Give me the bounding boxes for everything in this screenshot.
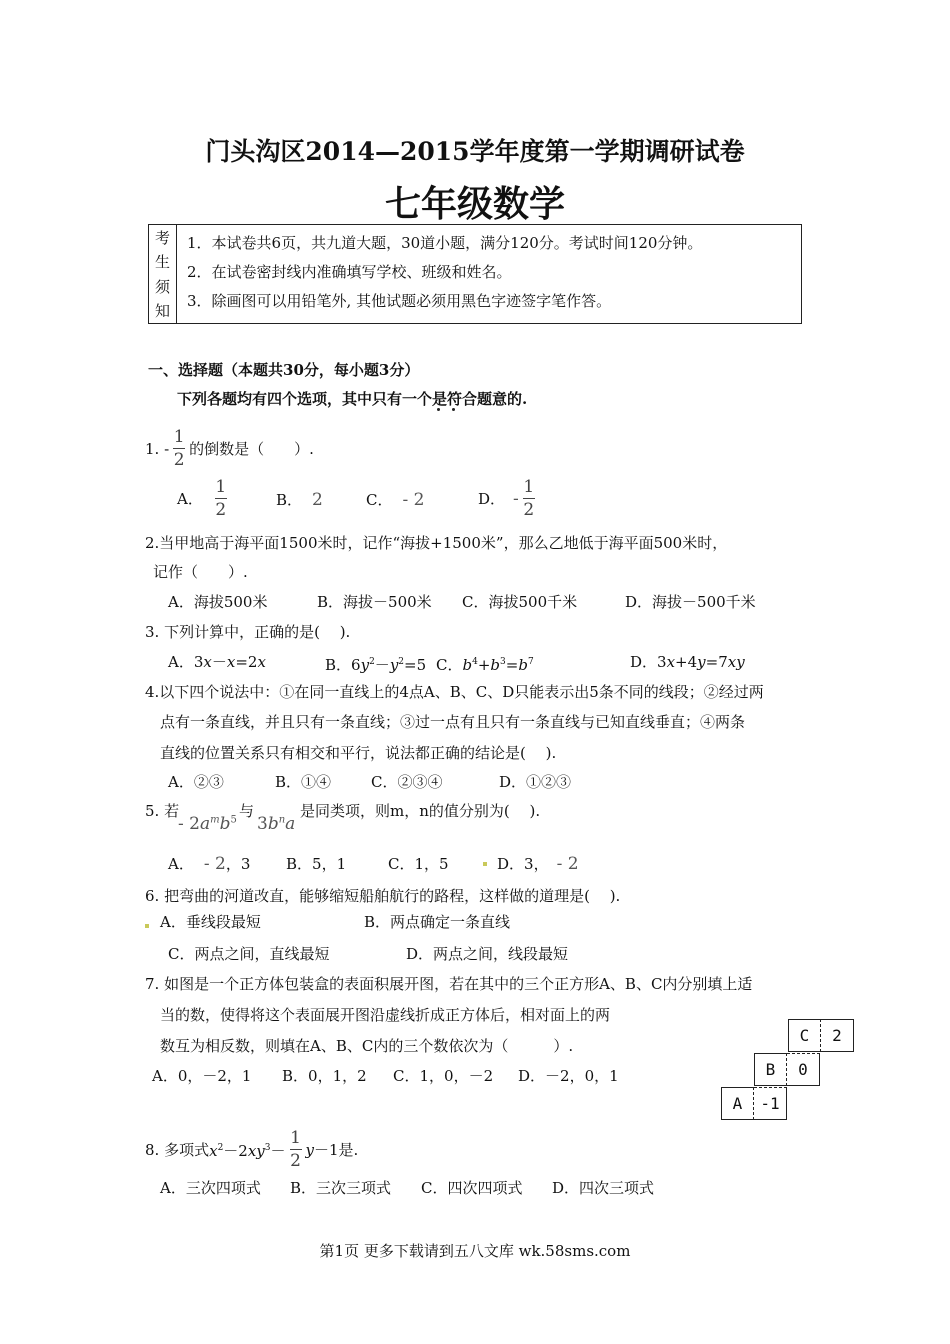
fraction-denominator: 2 — [173, 450, 185, 470]
option-label: D． — [478, 489, 506, 508]
net-label: 0 — [798, 1060, 808, 1079]
q2-line-1: 2.当甲地高于海平面1500米时，记作“海拔+1500米”，那么乙地低于海平面500米时， — [145, 534, 728, 552]
net-cell-a-right — [754, 1087, 787, 1120]
fraction-numerator: 1 — [290, 1128, 301, 1148]
q4-option-a: A．②③ — [168, 773, 224, 791]
exam-subtitle: 七年级数学 — [384, 183, 565, 225]
q5-stem: 是同类项，则m，n的值分别为( ). — [300, 802, 541, 820]
option-expression: 3x－x=2x — [193, 653, 266, 671]
page-footer: 第1页 更多下载请到五八文库 wk.58sms.com — [319, 1242, 631, 1260]
net-label: 2 — [832, 1026, 842, 1045]
notice-label-char: 生 — [154, 253, 170, 272]
q8-option-d: D．四次三项式 — [552, 1179, 655, 1197]
q8-y: y — [305, 1140, 315, 1159]
question-8 — [145, 1128, 358, 1171]
q7-line-3: 数互为相反数，则填在A、B、C内的三个数依次为（ ）. — [160, 1037, 574, 1055]
q5-option-a — [168, 854, 250, 874]
net-cell-b — [754, 1053, 787, 1086]
q8-expression: $x^2-2xy^3-$ — [209, 1142, 286, 1160]
option-sign: - — [513, 488, 519, 509]
q1-d-fraction — [523, 477, 535, 520]
q7-option-d: D．－2，0，1 — [518, 1067, 619, 1085]
q1-option-d — [478, 477, 535, 520]
candidate-notice-box — [148, 224, 802, 324]
fraction-numerator: 1 — [523, 477, 535, 497]
net-cell-c-right — [821, 1019, 854, 1052]
net-cell-a — [721, 1087, 754, 1120]
q1-prefix: 1. - — [145, 439, 170, 458]
q3-stem: 3. 下列计算中，正确的是( ). — [145, 623, 351, 641]
q6-option-d: D．两点之间，线段最短 — [406, 945, 569, 963]
option-label: C． — [366, 491, 393, 509]
q8-option-b: B．三次三项式 — [290, 1179, 392, 1197]
option-tail: ，3 — [225, 855, 251, 873]
q3-option-b — [325, 652, 426, 675]
q5-option-b: B．5，1 — [286, 855, 347, 873]
q4-option-d: D．①②③ — [499, 773, 572, 791]
exam-title: 门头沟区2014—2015学年度第一学期调研试卷 — [205, 137, 745, 166]
q4-line-2: 点有一条直线，并且只有一条直线；③过一点有且只有一条直线与已知直线垂直；④两条 — [160, 713, 746, 731]
notice-lines — [187, 229, 702, 316]
question-1 — [145, 427, 314, 470]
option-label: D． — [630, 653, 658, 671]
emphasis-dot — [437, 408, 440, 411]
q5-term-2: $3b^na$ — [257, 814, 296, 834]
option-value: - 2 — [203, 854, 226, 874]
q1-option-a — [177, 477, 227, 520]
q2-line-2: 记作（ ）. — [153, 563, 248, 581]
net-label: B — [765, 1060, 776, 1079]
q8-option-a: A．三次四项式 — [160, 1179, 261, 1197]
q1-option-c — [366, 490, 424, 510]
q7-line-2: 当的数，使得将这个表面展开图沿虚线折成正方体后，相对面上的两 — [160, 1006, 611, 1024]
net-label: A — [732, 1094, 743, 1113]
notice-line: 2．在试卷密封线内准确填写学校、班级和姓名。 — [187, 263, 512, 281]
q7-option-a: A．0，－2，1 — [152, 1067, 252, 1085]
option-value: 2 — [312, 490, 323, 510]
option-expression: 3x+4y=7xy — [657, 653, 745, 671]
q4-option-b: B．①④ — [275, 773, 332, 791]
q8-tail: －1是. — [314, 1140, 359, 1159]
option-label: A． — [168, 653, 194, 671]
q5-option-d — [497, 854, 579, 874]
option-label: C． — [436, 656, 463, 674]
q1-stem: 的倒数是（ ）. — [189, 439, 314, 458]
fraction-numerator: 1 — [215, 477, 227, 497]
notice-label-char: 考 — [154, 228, 170, 247]
fraction-denominator: 2 — [215, 500, 227, 520]
q6-option-b: B．两点确定一条直线 — [364, 913, 511, 931]
q7-option-b: B．0，1，2 — [282, 1067, 367, 1085]
option-label: B． — [276, 491, 303, 509]
q7-line-1: 7. 如图是一个正方体包装盒的表面积展开图，若在其中的三个正方形A、B、C内分别填上适 — [145, 975, 753, 993]
q5-term-1: - $2a^mb^5$ — [178, 814, 237, 834]
q4-option-c: C．②③④ — [371, 773, 443, 791]
option-expression: $6y^2-y^2=5$ — [351, 656, 427, 674]
net-cell-c — [788, 1019, 821, 1052]
option-label: A． — [168, 855, 194, 873]
q8-fraction — [290, 1128, 302, 1171]
q6-option-a: A．垂线段最短 — [160, 913, 261, 931]
emphasis-dot — [452, 408, 455, 411]
option-label: A． — [177, 489, 203, 508]
option-value: - 2 — [556, 854, 579, 874]
option-label: D．3， — [497, 855, 549, 873]
q4-line-3: 直线的位置关系只有相交和平行，说法都正确的结论是( ). — [160, 744, 557, 762]
q7-option-c: C．1，0，－2 — [393, 1067, 494, 1085]
q2-option-d: D．海拔－500千米 — [625, 593, 756, 611]
notice-label-char: 须 — [154, 277, 170, 296]
notice-line: 3．除画图可以用铅笔外, 其他试题必须用黑色字迹签字笔作答。 — [187, 292, 612, 310]
fraction-numerator: 1 — [173, 427, 185, 447]
q3-option-a — [168, 652, 266, 672]
fraction-denominator: 2 — [290, 1151, 301, 1171]
scan-mark — [483, 862, 487, 866]
q2-option-c: C．海拔500千米 — [462, 593, 578, 611]
notice-label-char: 知 — [154, 302, 170, 321]
q8-option-c: C．四次四项式 — [421, 1179, 523, 1197]
q6-option-c: C．两点之间，直线最短 — [168, 945, 330, 963]
q5-mid: 与 — [239, 802, 255, 820]
q1-option-b — [276, 490, 323, 510]
q4-line-1: 4.以下四个说法中：①在同一直线上的4点A、B、C、D只能表示出5条不同的线段；②经过两 — [145, 683, 764, 701]
option-value: - 2 — [402, 490, 425, 510]
q3-option-d — [630, 652, 745, 672]
net-label: -1 — [760, 1094, 780, 1113]
notice-label — [149, 225, 177, 323]
section-heading: 一、选择题（本题共30分，每小题3分） — [148, 361, 420, 379]
notice-line: 1．本试卷共6页，共九道大题，30道小题，满分120分。考试时间120分钟。 — [187, 234, 703, 252]
q2-option-a: A．海拔500米 — [168, 593, 268, 611]
scan-mark — [145, 924, 149, 928]
net-cell-b-right — [787, 1053, 820, 1086]
option-label: B． — [325, 656, 352, 674]
q5-option-c: C．1，5 — [388, 855, 449, 873]
q6-stem: 6. 把弯曲的河道改直，能够缩短船舶航行的路程，这样做的道理是( ). — [145, 887, 621, 905]
q1-a-fraction — [215, 477, 227, 520]
fraction-denominator: 2 — [523, 500, 535, 520]
q3-option-c — [436, 652, 534, 675]
q5-prefix: 5. 若 — [145, 802, 180, 820]
net-label: C — [799, 1026, 810, 1045]
q8-prefix: 8. 多项式 — [145, 1140, 210, 1159]
q1-fraction — [173, 427, 185, 470]
cube-net-figure — [721, 1019, 857, 1121]
section-instruction: 下列各题均有四个选项，其中只有一个是符合题意的. — [177, 390, 528, 408]
q2-option-b: B．海拔－500米 — [317, 593, 432, 611]
option-expression: $b^4+b^3=b^7$ — [462, 656, 534, 674]
